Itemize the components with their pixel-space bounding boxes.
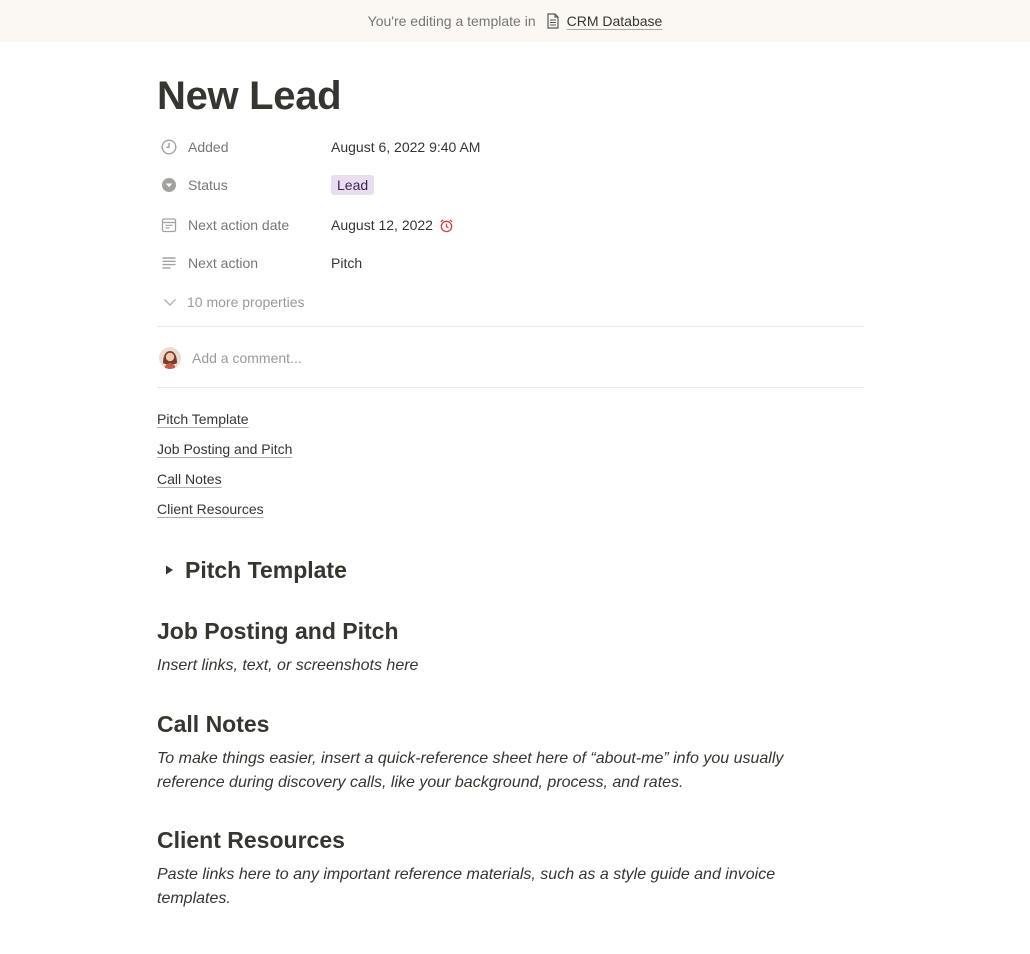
more-properties-label: 10 more properties bbox=[187, 294, 305, 310]
property-value[interactable] bbox=[331, 217, 454, 233]
toggle-heading-pitch-template bbox=[157, 555, 347, 585]
status-badge: Lead bbox=[331, 175, 374, 195]
toc-link-client-resources[interactable]: Client Resources bbox=[157, 501, 264, 517]
avatar bbox=[159, 347, 181, 369]
property-name: Status bbox=[188, 177, 228, 193]
database-name: CRM Database bbox=[566, 13, 663, 29]
property-added bbox=[157, 131, 864, 163]
database-link[interactable] bbox=[546, 13, 663, 29]
client-resources-text[interactable]: Paste links here to any important reference materials, such as a style guide and invoice templates. bbox=[157, 866, 776, 907]
property-status bbox=[157, 169, 864, 201]
alarm-icon[interactable] bbox=[439, 218, 454, 233]
job-posting-text[interactable]: Insert links, text, or screenshots here bbox=[157, 657, 419, 674]
section-heading-job-posting[interactable]: Job Posting and Pitch bbox=[157, 618, 399, 644]
section-heading[interactable]: Pitch Template bbox=[185, 557, 347, 583]
call-notes-text[interactable]: To make things easier, insert a quick-reference sheet here of “about-me” info you usually reference during discovery calls, like your background, process, and rates. bbox=[157, 750, 784, 791]
divider bbox=[157, 326, 864, 327]
property-value[interactable]: Pitch bbox=[331, 255, 363, 271]
section-heading-call-notes[interactable]: Call Notes bbox=[157, 711, 270, 737]
text-lines-icon bbox=[160, 254, 178, 272]
property-name: Added bbox=[188, 139, 229, 155]
calendar-icon bbox=[160, 216, 178, 234]
template-banner bbox=[0, 0, 1030, 42]
page-title[interactable]: New Lead bbox=[157, 74, 342, 118]
property-key[interactable] bbox=[157, 176, 331, 194]
toc-link-call-notes[interactable]: Call Notes bbox=[157, 471, 222, 487]
toc-link-pitch-template[interactable]: Pitch Template bbox=[157, 411, 249, 427]
property-key[interactable] bbox=[157, 254, 331, 272]
clock-icon bbox=[160, 138, 178, 156]
chevron-down-icon bbox=[162, 294, 178, 310]
property-next-action-date bbox=[157, 209, 864, 241]
document-icon bbox=[546, 13, 560, 29]
property-name: Next action date bbox=[188, 217, 290, 233]
section-heading-client-resources[interactable]: Client Resources bbox=[157, 827, 345, 853]
banner-text: You're editing a template in bbox=[367, 13, 536, 29]
toggle-triangle-icon[interactable] bbox=[157, 558, 181, 582]
property-value[interactable] bbox=[331, 175, 374, 195]
comment-input[interactable] bbox=[192, 350, 692, 366]
next-action-date-value: August 12, 2022 bbox=[331, 217, 433, 233]
property-value[interactable]: August 6, 2022 9:40 AM bbox=[331, 139, 481, 155]
more-properties-toggle[interactable] bbox=[157, 287, 305, 317]
toc-link-job-posting[interactable]: Job Posting and Pitch bbox=[157, 441, 293, 457]
property-key[interactable] bbox=[157, 138, 331, 156]
property-next-action bbox=[157, 247, 864, 279]
property-key[interactable] bbox=[157, 216, 331, 234]
select-icon bbox=[160, 176, 178, 194]
divider bbox=[157, 387, 864, 388]
comment-row bbox=[157, 340, 864, 376]
property-name: Next action bbox=[188, 255, 259, 271]
